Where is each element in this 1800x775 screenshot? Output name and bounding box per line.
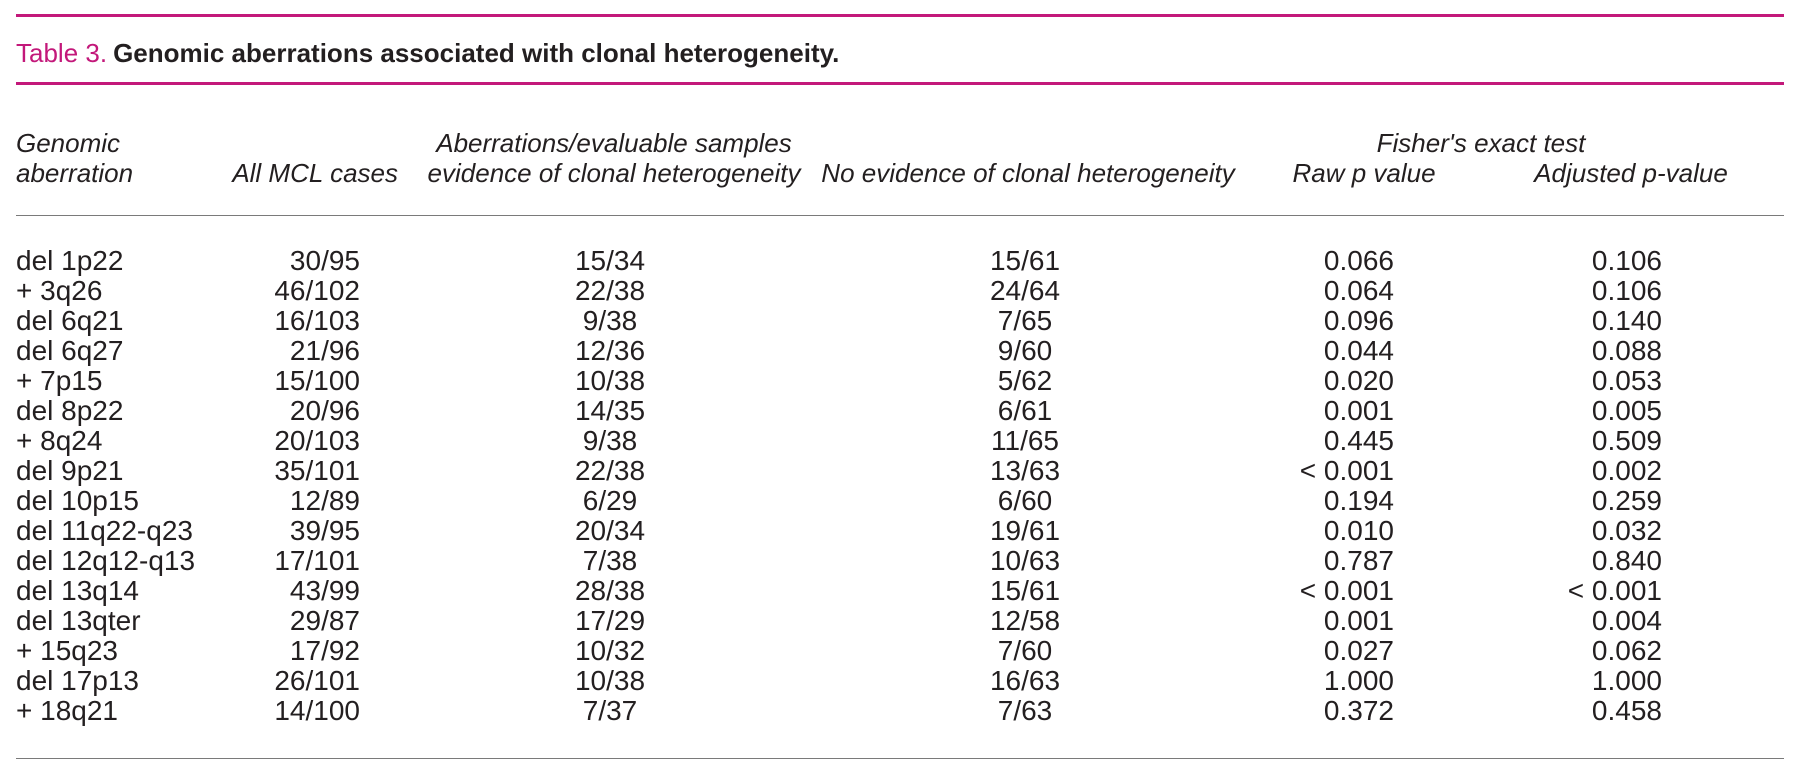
- cell-no-clonal: 15/61: [989, 575, 1061, 606]
- table-row: [0, 636, 1800, 666]
- cell-aberration: del 10p15: [16, 485, 140, 516]
- cell-no-clonal: 5/62: [997, 365, 1053, 396]
- cell-raw-p: 0.445: [1323, 425, 1394, 456]
- cell-adjusted-p: 0.458: [1591, 695, 1662, 726]
- table-caption: [16, 38, 839, 69]
- cell-raw-p: 0.010: [1323, 515, 1394, 546]
- cell-no-clonal: 15/61: [989, 245, 1061, 276]
- cell-raw-p: < 0.001: [1299, 455, 1394, 486]
- header-clonal: evidence of clonal heterogeneity: [427, 158, 801, 188]
- table-row: [0, 606, 1800, 636]
- cell-raw-p: 0.787: [1323, 545, 1394, 576]
- cell-all-cases: 29/87: [289, 605, 360, 636]
- cell-all-cases: 26/101: [274, 665, 360, 696]
- cell-all-cases: 20/96: [289, 395, 360, 426]
- cell-clonal: 6/29: [582, 485, 638, 516]
- header-raw-p: Raw p value: [1292, 158, 1436, 188]
- cell-adjusted-p: 0.053: [1591, 365, 1662, 396]
- cell-no-clonal: 9/60: [997, 335, 1053, 366]
- cell-clonal: 10/32: [574, 635, 646, 666]
- cell-clonal: 10/38: [574, 665, 646, 696]
- header-group-label: Aberrations/evaluable samples: [436, 128, 792, 158]
- cell-raw-p: 1.000: [1323, 665, 1394, 696]
- table-row: [0, 366, 1800, 396]
- cell-aberration: del 11q22-q23: [16, 515, 193, 546]
- cell-all-cases: 16/103: [274, 305, 360, 336]
- cell-adjusted-p: 0.259: [1591, 485, 1662, 516]
- cell-no-clonal: 13/63: [989, 455, 1061, 486]
- header-fisher: Fisher's exact test: [1376, 128, 1586, 158]
- cell-adjusted-p: 0.106: [1591, 245, 1662, 276]
- cell-aberration: del 1p22: [16, 245, 124, 276]
- table-row: [0, 246, 1800, 276]
- header-aberration-line1: Genomic: [16, 128, 121, 158]
- table-row: [0, 576, 1800, 606]
- table-title: Genomic aberrations associated with clonal heterogeneity.: [113, 38, 840, 68]
- cell-raw-p: 0.001: [1323, 395, 1394, 426]
- table-row: [0, 276, 1800, 306]
- header-all-cases: All MCL cases: [232, 158, 398, 188]
- cell-no-clonal: 6/60: [997, 485, 1053, 516]
- cell-clonal: 12/36: [574, 335, 646, 366]
- cell-all-cases: 15/100: [274, 365, 360, 396]
- cell-raw-p: 0.020: [1323, 365, 1394, 396]
- cell-aberration: del 17p13: [16, 665, 140, 696]
- cell-all-cases: 46/102: [274, 275, 360, 306]
- table-row: [0, 306, 1800, 336]
- cell-all-cases: 17/101: [274, 545, 360, 576]
- cell-adjusted-p: 0.004: [1591, 605, 1662, 636]
- table-row: [0, 456, 1800, 486]
- cell-adjusted-p: 0.005: [1591, 395, 1662, 426]
- cell-no-clonal: 11/65: [991, 425, 1059, 456]
- cell-all-cases: 39/95: [289, 515, 360, 546]
- top-rule: [16, 14, 1784, 17]
- cell-all-cases: 14/100: [274, 695, 360, 726]
- header-aberration-line2: aberration: [16, 158, 134, 188]
- cell-adjusted-p: 1.000: [1591, 665, 1662, 696]
- cell-raw-p: 0.064: [1323, 275, 1394, 306]
- bottom-rule: [16, 758, 1784, 759]
- cell-all-cases: 43/99: [289, 575, 360, 606]
- cell-no-clonal: 7/65: [997, 305, 1053, 336]
- cell-adjusted-p: 0.062: [1591, 635, 1662, 666]
- cell-clonal: 22/38: [574, 455, 646, 486]
- cell-aberration: + 7p15: [16, 365, 103, 396]
- table-row: [0, 336, 1800, 366]
- cell-clonal: 15/34: [574, 245, 646, 276]
- cell-no-clonal: 16/63: [989, 665, 1061, 696]
- cell-no-clonal: 12/58: [989, 605, 1061, 636]
- cell-raw-p: 0.096: [1323, 305, 1394, 336]
- cell-adjusted-p: 0.088: [1591, 335, 1662, 366]
- table-label: Table 3.: [16, 38, 108, 68]
- cell-no-clonal: 7/63: [997, 695, 1053, 726]
- table-row: [0, 666, 1800, 696]
- cell-raw-p: 0.001: [1323, 605, 1394, 636]
- cell-no-clonal: 19/61: [989, 515, 1061, 546]
- cell-clonal: 14/35: [574, 395, 646, 426]
- cell-raw-p: 0.194: [1323, 485, 1394, 516]
- cell-raw-p: 0.066: [1323, 245, 1394, 276]
- cell-raw-p: 0.027: [1323, 635, 1394, 666]
- cell-no-clonal: 24/64: [989, 275, 1061, 306]
- cell-clonal: 9/38: [582, 425, 638, 456]
- cell-adjusted-p: 0.032: [1591, 515, 1662, 546]
- cell-raw-p: 0.372: [1323, 695, 1394, 726]
- header-aberration: [16, 128, 133, 188]
- cell-clonal: 17/29: [574, 605, 646, 636]
- table-body: [0, 246, 1800, 726]
- cell-clonal: 7/38: [582, 545, 638, 576]
- table-row: [0, 516, 1800, 546]
- cell-clonal: 28/38: [574, 575, 646, 606]
- cell-adjusted-p: < 0.001: [1567, 575, 1662, 606]
- header-rule: [16, 215, 1784, 216]
- cell-aberration: + 3q26: [16, 275, 103, 306]
- cell-all-cases: 35/101: [274, 455, 360, 486]
- table-row: [0, 546, 1800, 576]
- cell-all-cases: 12/89: [289, 485, 360, 516]
- cell-no-clonal: 10/63: [989, 545, 1061, 576]
- cell-all-cases: 20/103: [274, 425, 360, 456]
- cell-aberration: del 6q21: [16, 305, 124, 336]
- cell-all-cases: 30/95: [289, 245, 360, 276]
- header-no-clonal: No evidence of clonal heterogeneity: [821, 158, 1235, 188]
- cell-clonal: 7/37: [582, 695, 638, 726]
- table-row: [0, 486, 1800, 516]
- cell-aberration: del 9p21: [16, 455, 124, 486]
- cell-aberration: del 13q14: [16, 575, 140, 606]
- caption-rule: [16, 82, 1784, 85]
- header-adj-p: Adjusted p-value: [1534, 158, 1728, 188]
- cell-raw-p: 0.044: [1323, 335, 1394, 366]
- cell-aberration: del 6q27: [16, 335, 124, 366]
- cell-adjusted-p: 0.002: [1591, 455, 1662, 486]
- cell-aberration: del 12q12-q13: [16, 545, 196, 576]
- table-row: [0, 696, 1800, 726]
- cell-clonal: 10/38: [574, 365, 646, 396]
- cell-adjusted-p: 0.509: [1591, 425, 1662, 456]
- cell-aberration: del 8p22: [16, 395, 124, 426]
- cell-no-clonal: 7/60: [997, 635, 1053, 666]
- cell-no-clonal: 6/61: [997, 395, 1053, 426]
- cell-adjusted-p: 0.106: [1591, 275, 1662, 306]
- cell-clonal: 22/38: [574, 275, 646, 306]
- cell-aberration: + 18q21: [16, 695, 118, 726]
- cell-clonal: 20/34: [574, 515, 646, 546]
- cell-raw-p: < 0.001: [1299, 575, 1394, 606]
- cell-all-cases: 21/96: [289, 335, 360, 366]
- table-row: [0, 396, 1800, 426]
- cell-all-cases: 17/92: [289, 635, 360, 666]
- cell-aberration: + 8q24: [16, 425, 103, 456]
- cell-aberration: del 13qter: [16, 605, 141, 636]
- cell-adjusted-p: 0.140: [1591, 305, 1662, 336]
- table-row: [0, 426, 1800, 456]
- cell-clonal: 9/38: [582, 305, 638, 336]
- cell-aberration: + 15q23: [16, 635, 118, 666]
- cell-adjusted-p: 0.840: [1591, 545, 1662, 576]
